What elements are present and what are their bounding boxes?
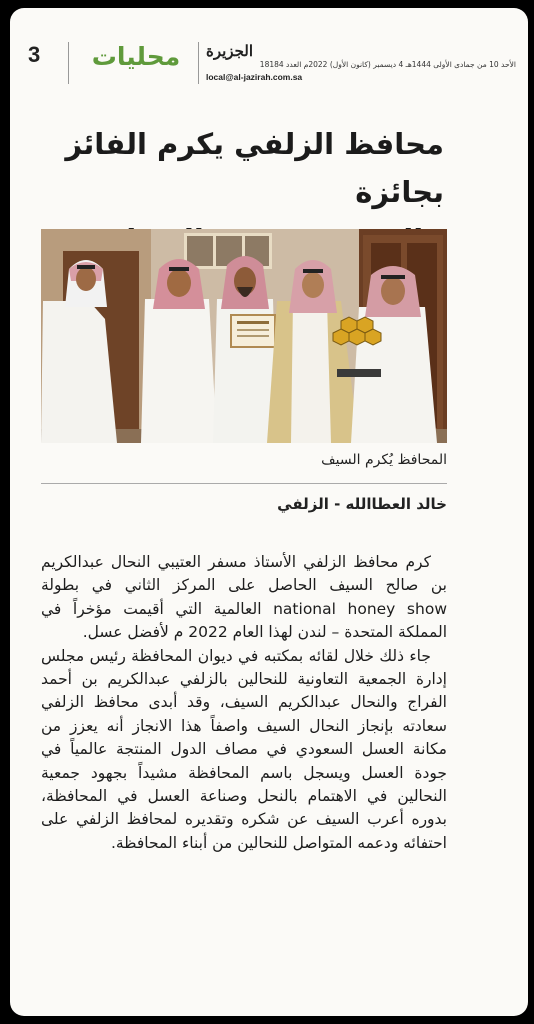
page-header <box>10 8 528 86</box>
article-paragraph: كرم محافظ الزلفي الأستاذ مسفر العتيبي النحال عبدالكريم بن صالح السيف الحاصل على المركز الثاني في بطولة national honey show العالمية التي أقيمت مؤخراً في المملكة المتحدة – لندن لهذا العام 2022 م لأفضل عسل. <box>41 553 447 642</box>
page-number: 3 <box>28 42 41 67</box>
article-body <box>41 551 447 855</box>
section-email: local@al-jazirah.com.sa <box>206 72 303 82</box>
article-photo <box>41 229 447 443</box>
header-divider <box>68 42 69 84</box>
issue-dateline: الأحد 10 من جمادى الأولى 1444هـ 4 ديسمبر (كانون الأول) 2022م العدد 18184 <box>259 60 516 69</box>
article-byline: خالد العطاالله - الزلفي <box>277 495 447 513</box>
newspaper-page <box>10 8 528 1016</box>
photo-caption: المحافظ يُكرم السيف <box>321 452 447 468</box>
section-title: محليات <box>91 42 181 71</box>
caption-divider <box>41 483 447 484</box>
header-divider <box>198 42 199 84</box>
article-paragraph: جاء ذلك خلال لقائه بمكتبه في ديوان المحافظة رئيس مجلس إدارة الجمعية التعاونية للنحالين بالزلفي عبدالكريم بن أحمد الفراج والنحال عبدالكريم السيف، وقد أبدى محافظ الزلفي سعادته بإنجاز النحال السيف واصفاً هذا الانجاز أنه يعزز من مكانة العسل السعودي في مصاف الدول المنتجة عالمياً في جودة العسل ويسجل باسم المحافظة مشيداً بجهود جمعية النحالين في الاهتمام بالنحل وصناعة العسل في المحافظة، بدوره أعرب السيف عن شكره وتقديره لمحافظ الزلفي على احتفائه ودعمه المتواصل للنحالين من أبناء المحافظة. <box>41 646 447 852</box>
newspaper-logo: الجزيرة <box>206 42 254 60</box>
headline-line-1: محافظ الزلفي يكرم الفائز بجائزة <box>65 127 444 209</box>
